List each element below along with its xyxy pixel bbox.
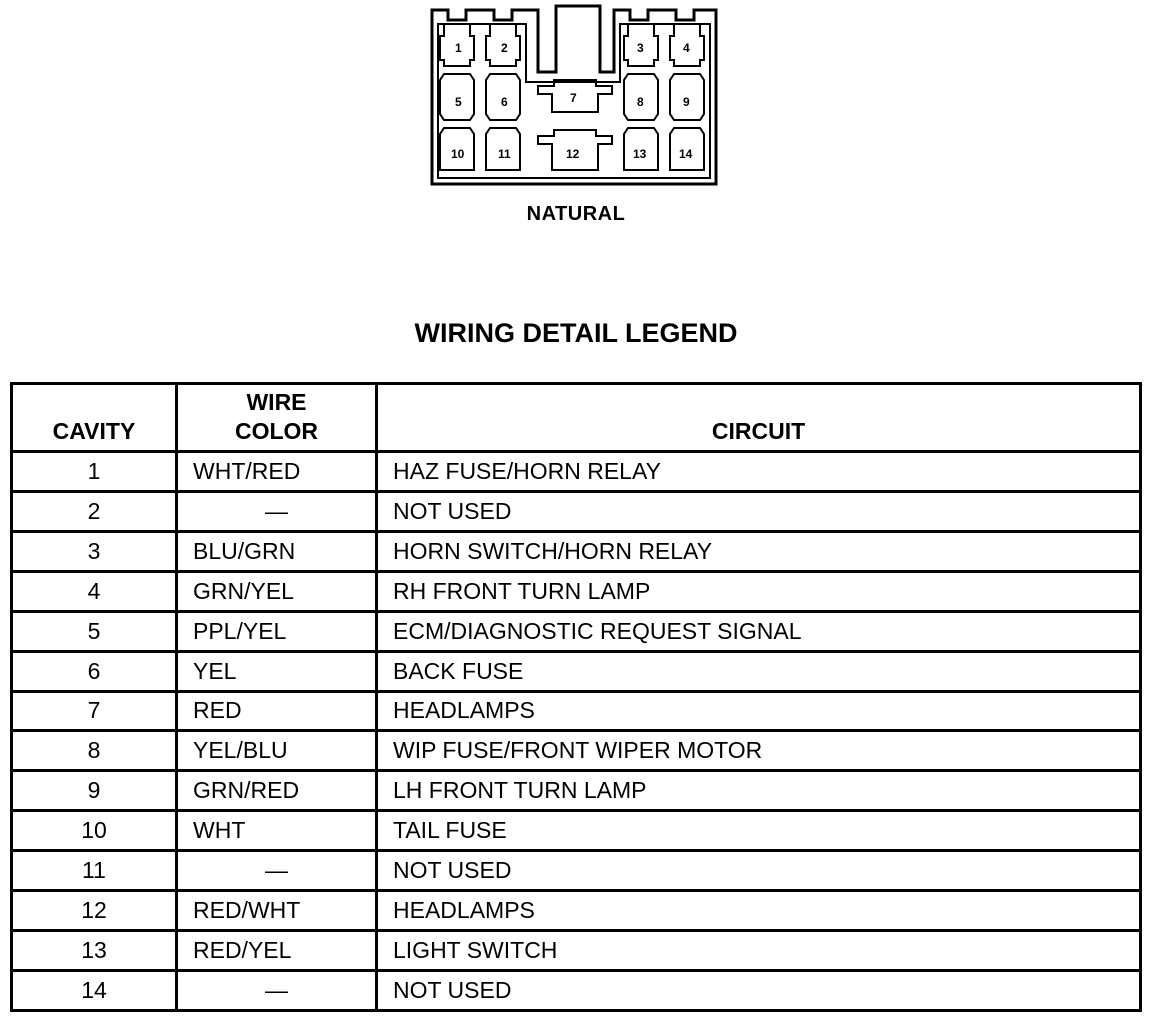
cavity-cell: 2 (12, 491, 177, 531)
table-row (12, 491, 1141, 531)
pin-label-10: 10 (451, 147, 465, 161)
header-wire-color (177, 384, 377, 452)
circuit-cell: HEADLAMPS (377, 891, 1141, 931)
cavity-cell: 1 (12, 452, 177, 492)
table-row (12, 811, 1141, 851)
circuit-cell: WIP FUSE/FRONT WIPER MOTOR (377, 731, 1141, 771)
circuit-cell: RH FRONT TURN LAMP (377, 571, 1141, 611)
wire-color-cell: RED/YEL (177, 931, 377, 971)
cavity-cell: 11 (12, 851, 177, 891)
connector-diagram (0, 0, 1152, 200)
wire-color-cell: BLU/GRN (177, 531, 377, 571)
wire-color-cell: — (177, 970, 377, 1010)
table-row (12, 891, 1141, 931)
connector-caption: NATURAL (526, 203, 626, 225)
cavity-cell: 4 (12, 571, 177, 611)
circuit-cell: HORN SWITCH/HORN RELAY (377, 531, 1141, 571)
pin-label-12: 12 (566, 147, 580, 161)
wire-color-cell: WHT (177, 811, 377, 851)
pin-label-2: 2 (501, 41, 508, 55)
pin-label-1: 1 (455, 41, 462, 55)
pin-label-6: 6 (501, 95, 508, 109)
circuit-cell: ECM/DIAGNOSTIC REQUEST SIGNAL (377, 611, 1141, 651)
circuit-cell: HAZ FUSE/HORN RELAY (377, 452, 1141, 492)
pin-label-5: 5 (455, 95, 462, 109)
circuit-cell: LH FRONT TURN LAMP (377, 771, 1141, 811)
table-row (12, 531, 1141, 571)
cavity-cell: 3 (12, 531, 177, 571)
cavity-cell: 5 (12, 611, 177, 651)
pin-label-8: 8 (637, 95, 644, 109)
wire-color-cell: WHT/RED (177, 452, 377, 492)
circuit-cell: TAIL FUSE (377, 811, 1141, 851)
table-row (12, 571, 1141, 611)
circuit-cell: LIGHT SWITCH (377, 931, 1141, 971)
wire-color-cell: GRN/RED (177, 771, 377, 811)
pin-label-7: 7 (570, 91, 577, 105)
wiring-legend-table (10, 382, 1142, 1012)
pin-label-11: 11 (498, 147, 511, 161)
header-circuit: CIRCUIT (377, 384, 1141, 452)
table-row (12, 970, 1141, 1010)
table-header-row (12, 384, 1141, 452)
cavity-cell: 14 (12, 970, 177, 1010)
pin-label-9: 9 (683, 95, 690, 109)
table-row (12, 651, 1141, 691)
table-row (12, 771, 1141, 811)
table-row (12, 611, 1141, 651)
header-wire-color-line-2: COLOR (234, 418, 319, 444)
pin-label-14: 14 (679, 147, 693, 161)
cavity-cell: 6 (12, 651, 177, 691)
cavity-cell: 10 (12, 811, 177, 851)
circuit-cell: HEADLAMPS (377, 691, 1141, 731)
header-cavity: CAVITY (12, 384, 177, 452)
wire-color-cell: RED/WHT (177, 891, 377, 931)
table-row (12, 452, 1141, 492)
pin-label-3: 3 (637, 41, 644, 55)
table-row (12, 931, 1141, 971)
circuit-cell: BACK FUSE (377, 651, 1141, 691)
cavity-cell: 12 (12, 891, 177, 931)
wire-color-cell: — (177, 491, 377, 531)
pin-label-4: 4 (683, 41, 690, 55)
header-wire-color-line-1: WIRE (246, 389, 307, 415)
wire-color-cell: YEL (177, 651, 377, 691)
wire-color-cell: RED (177, 691, 377, 731)
table-row (12, 691, 1141, 731)
cavity-cell: 13 (12, 931, 177, 971)
legend-title: WIRING DETAIL LEGEND (414, 318, 738, 348)
cavity-cell: 9 (12, 771, 177, 811)
table-row (12, 731, 1141, 771)
wire-color-cell: — (177, 851, 377, 891)
pin-label-13: 13 (633, 147, 647, 161)
table-row (12, 851, 1141, 891)
cavity-cell: 8 (12, 731, 177, 771)
circuit-cell: NOT USED (377, 851, 1141, 891)
legend-body (12, 452, 1141, 1011)
wire-color-cell: GRN/YEL (177, 571, 377, 611)
circuit-cell: NOT USED (377, 970, 1141, 1010)
circuit-cell: NOT USED (377, 491, 1141, 531)
wire-color-cell: PPL/YEL (177, 611, 377, 651)
wire-color-cell: YEL/BLU (177, 731, 377, 771)
cavity-cell: 7 (12, 691, 177, 731)
